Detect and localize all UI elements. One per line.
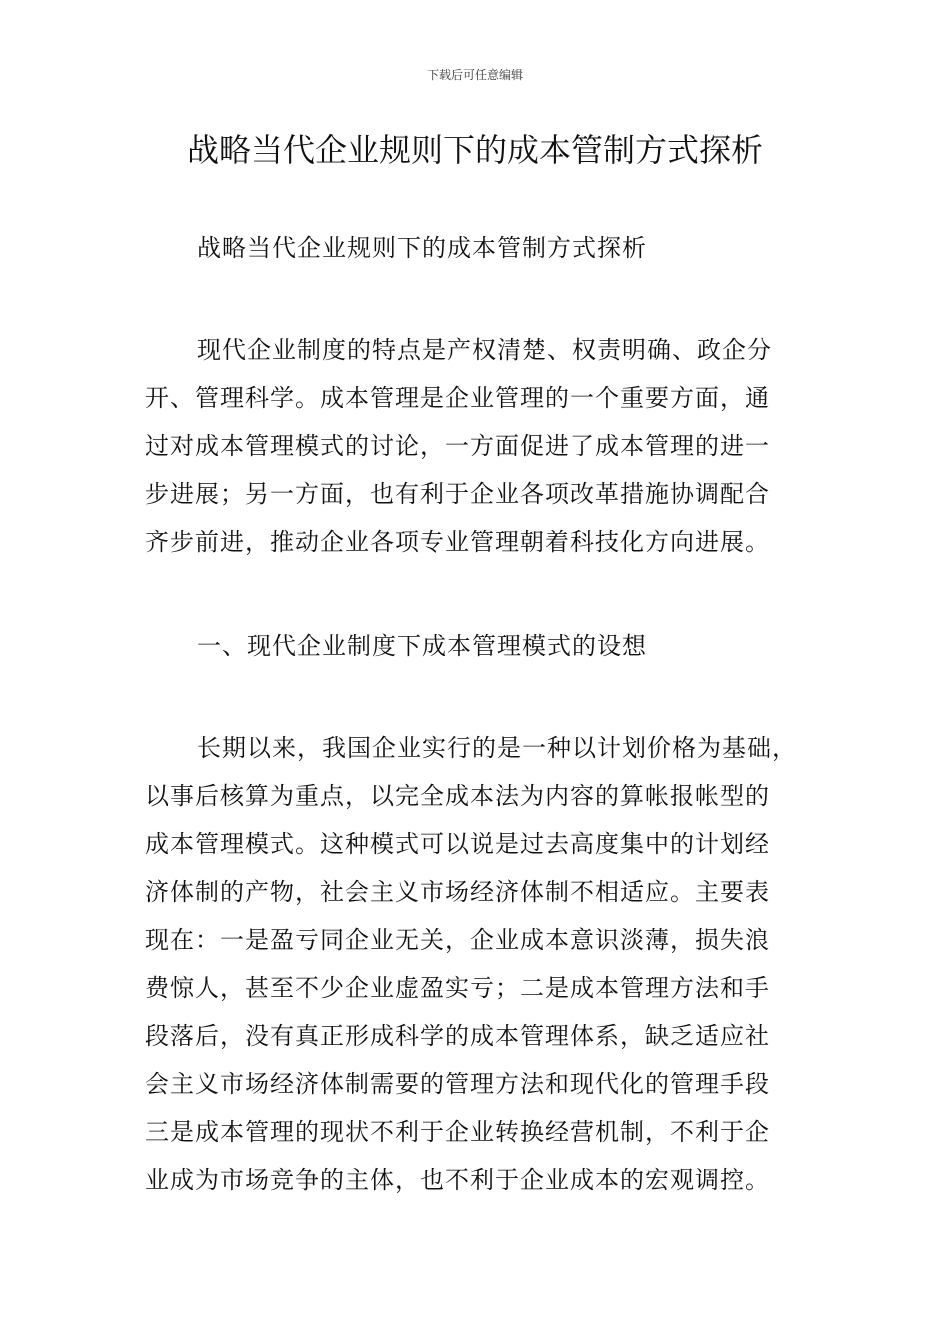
subtitle [145,224,817,272]
paragraph-line: 以事后核算为重点，以完全成本法为内容的算帐报帐型的 [145,782,770,810]
header-note: 下载后可任意编辑 [426,68,523,82]
paragraph-line: 齐步前进，推动企业各项专业管理朝着科技化方向进展。 [145,528,770,556]
paragraph-line: 过对成本管理模式的讨论，一方面促进了成本管理的进一 [145,432,770,460]
paragraph-line: 成本管理模式。这种模式可以说是过去高度集中的计划经 [145,830,770,858]
paragraph-cost-management [145,724,817,1204]
paragraph-line: 长期以来，我国企业实行的是一种以计划价格为基础， [197,734,797,762]
paragraph-line: 步进展；另一方面，也有利于企业各项改革措施协调配合 [145,480,770,508]
paragraph-line: 三是成本管理的现状不利于企业转换经营机制，不利于企 [145,1118,770,1146]
section-heading [145,622,817,670]
paragraph-line: 现在：一是盈亏同企业无关，企业成本意识淡薄，损失浪 [145,926,770,954]
paragraph-line: 现代企业制度的特点是产权清楚、权责明确、政企分 [197,336,772,364]
document-title: 战略当代企业规则下的成本管制方式探析 [186,131,763,169]
paragraph-line: 济体制的产物，社会主义市场经济体制不相适应。主要表 [145,878,770,906]
paragraph-line: 开、管理科学。成本管理是企业管理的一个重要方面，通 [145,384,770,412]
subtitle-text: 战略当代企业规则下的成本管制方式探析 [197,234,647,262]
paragraph-line: 会主义市场经济体制需要的管理方法和现代化的管理手段 [145,1070,770,1098]
paragraph-line: 业成为市场竞争的主体，也不利于企业成本的宏观调控。 [145,1166,770,1194]
paragraph-line: 费惊人，甚至不少企业虚盈实亏；二是成本管理方法和手 [145,974,770,1002]
paragraph-line: 段落后，没有真正形成科学的成本管理体系，缺乏适应社 [145,1022,770,1050]
paragraph-intro [145,326,817,566]
section-heading-text: 一、现代企业制度下成本管理模式的设想 [197,632,647,660]
